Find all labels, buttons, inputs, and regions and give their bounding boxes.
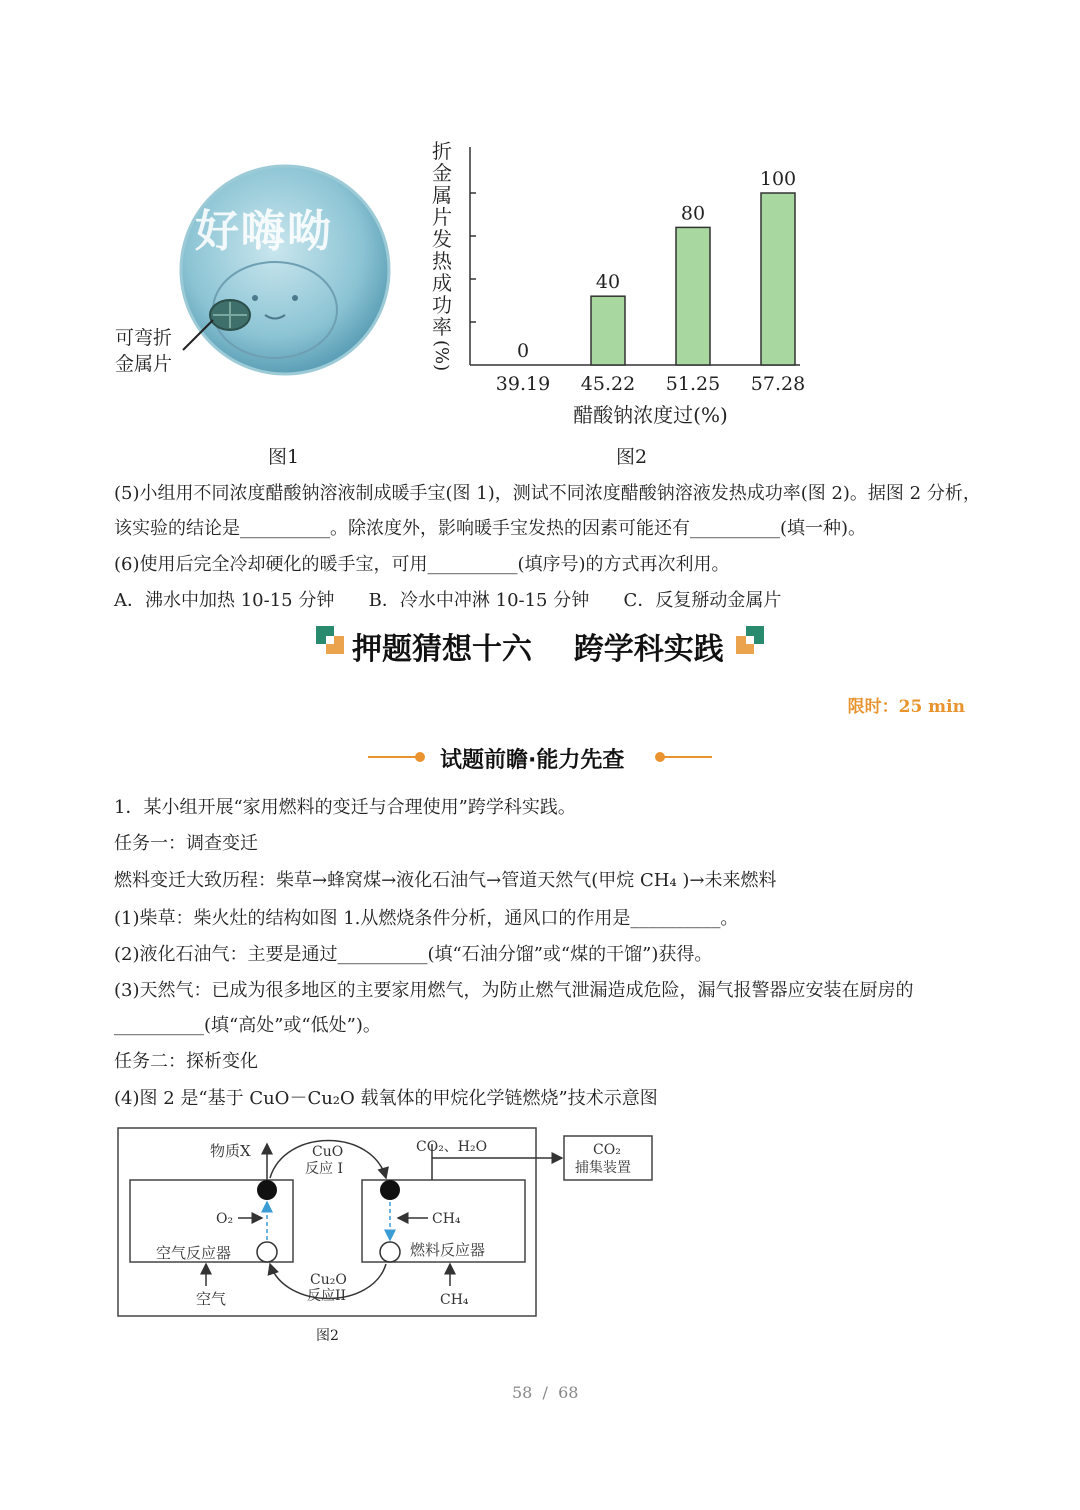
chart-y-label-char: 率: [432, 315, 452, 339]
problem1-intro: 1．某小组开展“家用燃料的变迁与合理使用”跨学科实践。: [114, 797, 576, 818]
problem1-q3b: __________(填“高处”或“低处”)。: [114, 1015, 381, 1036]
chart-y-unit: (%): [431, 340, 452, 372]
figure1-label-line1: 可弯折: [115, 327, 173, 349]
chart-data-label: 100: [759, 168, 797, 190]
cuo-particle-left: [257, 1180, 277, 1200]
figure2-chart: [455, 135, 815, 435]
chart-y-label-char: 功: [432, 293, 452, 317]
figure1-caption: 图1: [268, 446, 300, 468]
label-substance-x: 物质X: [210, 1142, 251, 1160]
subheading-right-decoration: [652, 750, 712, 764]
chart-y-label-char: 成: [432, 271, 452, 295]
label-cuo: CuO: [312, 1144, 344, 1160]
q6-options: A．沸水中加热 10-15 分钟 B．冷水中冲淋 10-15 分钟 C．反复掰动金属片: [114, 590, 782, 611]
chart-y-label-char: 属: [432, 183, 452, 207]
q5-line2: 该实验的结论是__________。除浓度外，影响暖手宝发热的因素可能还有__________(填一种)。: [114, 518, 867, 539]
chart-data-label: 80: [680, 202, 706, 225]
chart-y-label-char: 折: [432, 139, 452, 163]
problem1-task2: 任务二：探析变化: [114, 1051, 258, 1072]
section-left-icon: [314, 624, 346, 660]
figure1-label-line2: 金属片: [115, 353, 173, 375]
problem1-history: 燃料变迁大致历程：柴草→蜂窝煤→液化石油气→管道天然气(甲烷 CH₄ )→未来燃料: [114, 870, 777, 891]
label-air: 空气: [196, 1290, 227, 1308]
chart-x-tick-label: 39.19: [495, 373, 551, 395]
problem1-q2: (2)液化石油气：主要是通过__________(填“石油分馏”或“煤的干馏”)获得。: [114, 944, 713, 965]
problem1-q4: (4)图 2 是“基于 CuO－Cu₂O 载氧体的甲烷化学链燃烧”技术示意图: [114, 1088, 658, 1109]
figure2-caption: 图2: [616, 446, 648, 468]
chart-x-tick-label: 51.25: [665, 373, 721, 395]
figure1-watermark: 好嗨呦: [195, 206, 333, 257]
q5-line1: (5)小组用不同浓度醋酸钠溶液制成暖手宝(图 1)，测试不同浓度醋酸钠溶液发热成功率(图 2)。据图 2 分析，: [114, 483, 981, 504]
chart-y-label-char: 金: [432, 161, 452, 185]
section-title: 押题猜想十六 跨学科实践: [352, 632, 724, 667]
chart-x-tick-label: 45.22: [580, 373, 636, 395]
section-right-icon: [734, 624, 766, 660]
chart-data-label: 0: [516, 340, 530, 362]
chart-y-label-char: 片: [432, 205, 452, 229]
chart-x-tick-label: 57.28: [750, 373, 806, 395]
chart-bar: [676, 227, 710, 365]
cuo-particle-right: [380, 1180, 400, 1200]
diagram-caption: 图2: [316, 1328, 339, 1344]
q6-line1: (6)使用后完全冷却硬化的暖手宝，可用__________(填序号)的方式再次利用。: [114, 554, 730, 575]
chart-y-label-char: 发: [432, 227, 452, 251]
label-reaction2: 反应II: [307, 1288, 347, 1304]
label-ch4-in: CH₄: [432, 1211, 461, 1227]
problem1-q3a: (3)天然气：已成为很多地区的主要家用燃气，为防止燃气泄漏造成危险，漏气报警器应安装在厨房的: [114, 980, 914, 1001]
page-number: 58 / 68: [512, 1383, 579, 1402]
subheading-left-decoration: [368, 750, 428, 764]
chart-x-label: 醋酸钠浓度过(%): [573, 403, 728, 427]
problem1-task1: 任务一：调查变迁: [114, 833, 258, 854]
problem1-q1: (1)柴草：柴火灶的结构如图 1.从燃烧条件分析，通风口的作用是__________。: [114, 908, 739, 929]
chart-y-label: [430, 140, 454, 371]
cu2o-particle-right: [380, 1242, 400, 1262]
label-o2: O₂: [216, 1211, 234, 1227]
chart-bar: [591, 296, 625, 365]
section-subtitle: 试题前瞻·能力先查: [440, 748, 625, 773]
label-capture: 捕集装置: [575, 1160, 631, 1176]
label-fuel-reactor: 燃料反应器: [410, 1241, 486, 1259]
cu2o-particle-left: [257, 1242, 277, 1262]
chart-y-label-char: 热: [432, 249, 452, 273]
label-ch4-bottom: CH₄: [440, 1292, 469, 1308]
chemical-looping-diagram: [110, 1122, 670, 1352]
label-air-reactor: 空气反应器: [156, 1244, 232, 1262]
label-products: CO₂、H₂O: [416, 1139, 488, 1155]
label-cu2o: Cu₂O: [310, 1272, 347, 1288]
time-limit: 限时：25 min: [847, 697, 965, 717]
label-co2: CO₂: [593, 1142, 621, 1158]
label-reaction1: 反应 I: [305, 1161, 343, 1177]
chart-bar: [761, 193, 795, 365]
chart-data-label: 40: [595, 271, 621, 294]
